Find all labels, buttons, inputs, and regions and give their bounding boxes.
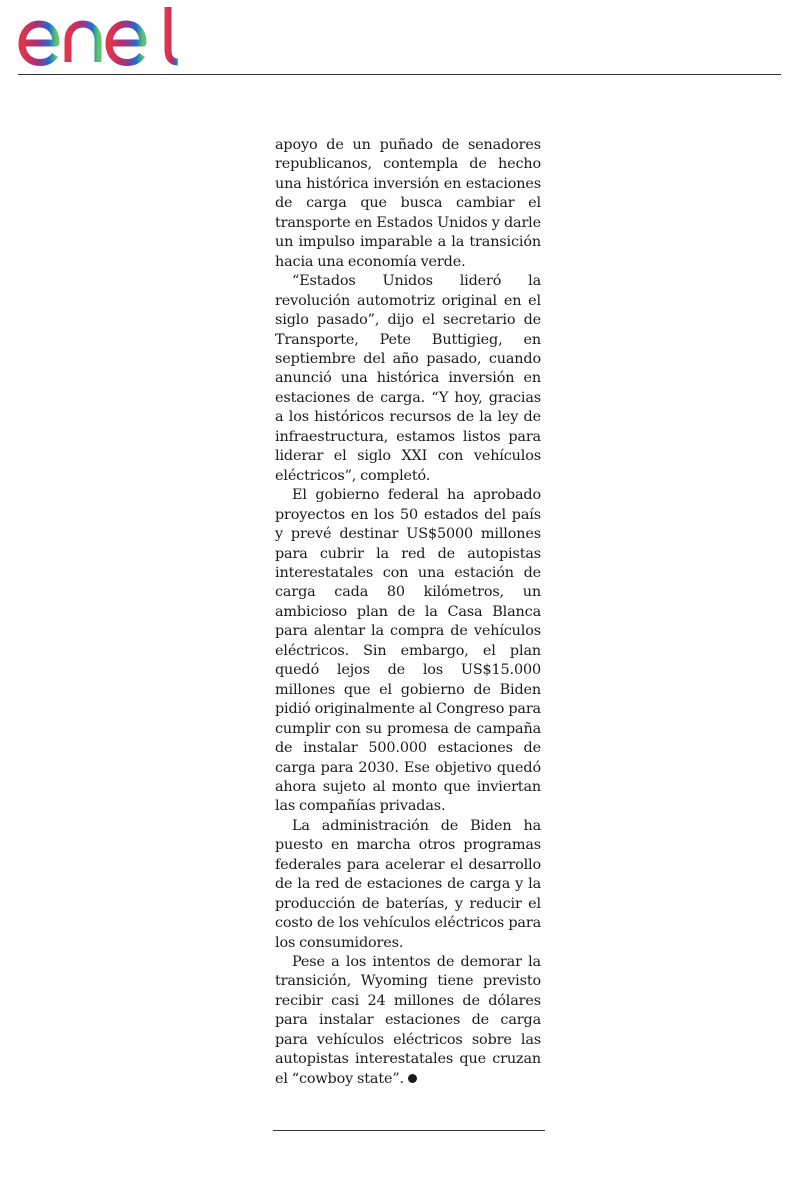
article-paragraph-5: [275, 953, 541, 1089]
page-header: [0, 0, 800, 76]
header-divider: [18, 74, 781, 75]
footer-divider: [273, 1130, 545, 1131]
article-paragraph-2: “Estados Unidos lideró la revolución automotriz original en el siglo pasado”, dijo el secretario de Transporte, Pete Buttigieg, en septiembre del año pasado, cuando anunció una histórica inversión en estaciones de carga. “Y hoy, gracias a los históricos recursos de la ley de infraestructura, estamos listos para liderar el siglo XXI con vehículos eléctricos”, completó.: [275, 273, 541, 484]
article-body: [275, 136, 541, 1089]
enel-logo: [16, 4, 181, 68]
article-paragraph-5-text: Pese a los intentos de demorar la transición, Wyoming tiene previsto recibir casi 24 millones de dólares para instalar estaciones de carga para vehículos eléctricos sobre las autopistas interestatales que cruzan el “cowboy state”.: [275, 954, 541, 1087]
end-of-article-bullet-icon: [408, 1074, 417, 1083]
article-paragraph-3: El gobierno federal ha aprobado proyectos en los 50 estados del país y prevé destinar US$5000 millones para cubrir la red de autopistas interestatales con una estación de carga cada 80 kilómetros, un ambicioso plan de la Casa Blanca para alentar la compra de vehículos eléctricos. Sin embargo, el plan quedó lejos de los US$15.000 millones que el gobierno de Biden pidió originalmente al Congreso para cumplir con su promesa de campaña de instalar 500.000 estaciones de carga para 2030. Ese objetivo quedó ahora sujeto al monto que inviertan las compañías privadas.: [275, 487, 541, 815]
article-paragraph-1: apoyo de un puñado de senadores republicanos, contempla de hecho una histórica inversión en estaciones de carga que busca cambiar el transporte en Estados Unidos y darle un impulso imparable a la transición hacia una economía verde.: [275, 137, 541, 270]
article-paragraph-4: La administración de Biden ha puesto en marcha otros programas federales para acelerar el desarrollo de la red de estaciones de carga y la producción de baterías, y reducir el costo de los vehículos eléctricos para los consumidores.: [275, 817, 541, 951]
